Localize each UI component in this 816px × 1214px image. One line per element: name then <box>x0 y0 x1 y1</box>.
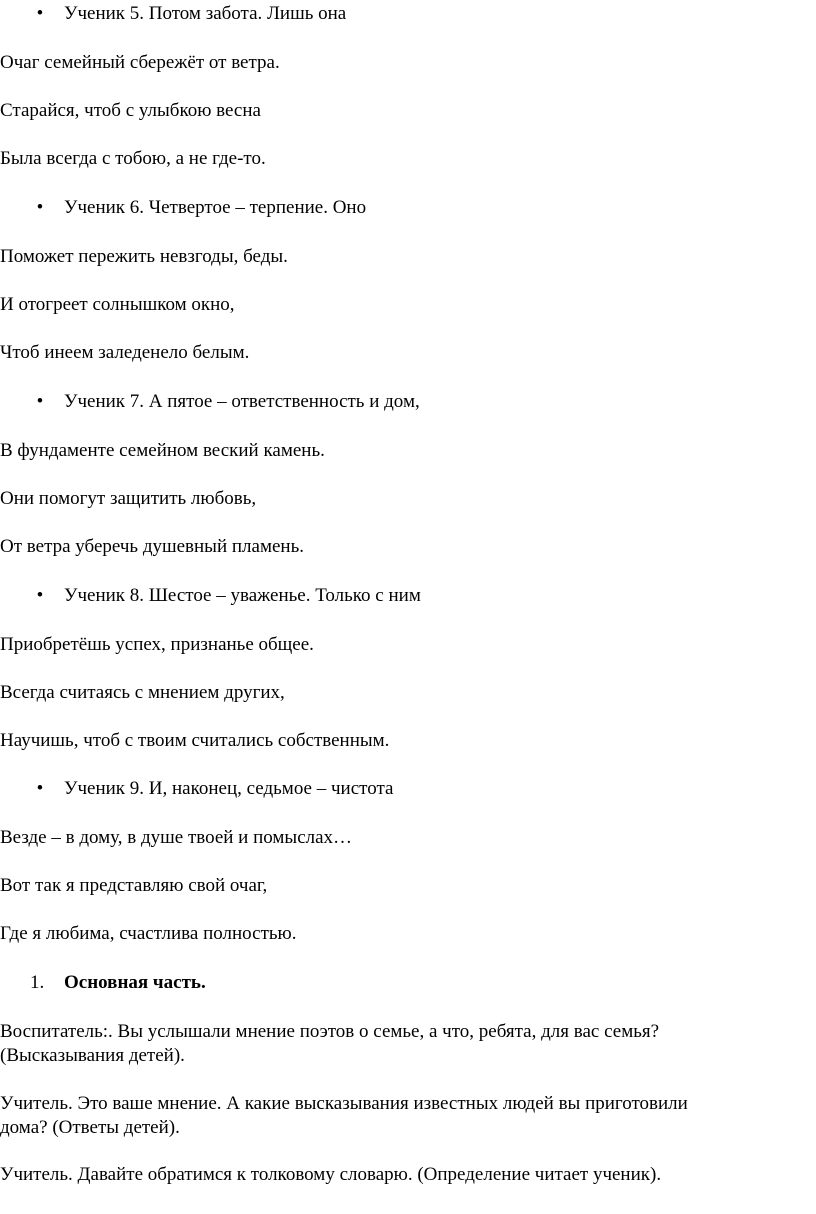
stanza-heading: Ученик 7. А пятое – ответственность и дом, <box>64 391 420 412</box>
paragraph <box>0 1163 800 1187</box>
stanza-heading: Ученик 5. Потом забота. Лишь она <box>64 3 347 24</box>
bullet-icon: • <box>36 391 44 412</box>
bullet-icon: • <box>36 585 44 606</box>
stanza-line: Научишь, чтоб с твоим считались собственным. <box>0 730 390 751</box>
stanza-line: Везде – в дому, в душе твоей и помыслах… <box>0 827 353 848</box>
section-number: 1. <box>30 972 45 993</box>
stanza-heading: Ученик 6. Четвертое – терпение. Оно <box>64 197 367 218</box>
bullet-icon: • <box>36 778 44 799</box>
stanza-heading: Ученик 9. И, наконец, седьмое – чистота <box>64 778 394 799</box>
stanza-line: И отогреет солнышком окно, <box>0 294 235 315</box>
stanza-line: Они помогут защитить любовь, <box>0 488 257 509</box>
stanza-line: От ветра уберечь душевный пламень. <box>0 536 304 557</box>
section-title: Основная часть. <box>64 972 206 993</box>
paragraph-line: дома? (Ответы детей). <box>0 1117 180 1138</box>
stanza-line: Всегда считаясь с мнением других, <box>0 682 285 703</box>
bullet-icon: • <box>36 3 44 24</box>
stanza-line: Вот так я представляю свой очаг, <box>0 875 268 896</box>
stanza-heading: Ученик 8. Шестое – уваженье. Только с ним <box>64 585 421 606</box>
bullet-icon: • <box>36 197 44 218</box>
stanza-line: Очаг семейный сбережёт от ветра. <box>0 52 280 73</box>
paragraph <box>0 1020 800 1068</box>
stanza-line: В фундаменте семейном веский камень. <box>0 440 325 461</box>
stanza-line: Приобретёшь успех, признанье общее. <box>0 634 314 655</box>
paragraph-line: Учитель. Давайте обратимся к толковому словарю. (Определение читает ученик). <box>0 1164 662 1185</box>
stanza-line: Поможет пережить невзгоды, беды. <box>0 246 288 267</box>
stanza-line: Чтоб инеем заледенело белым. <box>0 342 250 363</box>
paragraph-line: (Высказывания детей). <box>0 1045 185 1066</box>
stanza-line: Где я любима, счастлива полностью. <box>0 923 297 944</box>
stanza-line: Старайся, чтоб с улыбкою весна <box>0 100 261 121</box>
paragraph <box>0 1092 800 1140</box>
stanza-line: Была всегда с тобою, а не где-то. <box>0 148 266 169</box>
paragraph-line: Воспитатель:. Вы услышали мнение поэтов о семье, а что, ребята, для вас семья? <box>0 1021 660 1042</box>
paragraph-line: Учитель. Это ваше мнение. А какие высказывания известных людей вы приготовили <box>0 1093 688 1114</box>
